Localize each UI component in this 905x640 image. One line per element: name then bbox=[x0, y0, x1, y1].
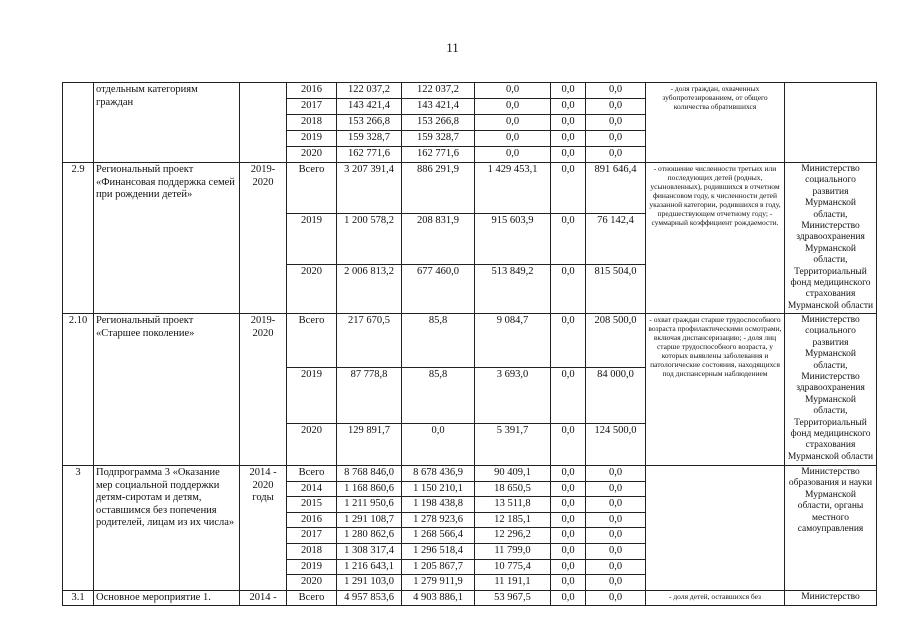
regional-budget-cell: 677 460,0 bbox=[402, 265, 475, 314]
total-cell: 2 006 813,2 bbox=[337, 265, 402, 314]
local-budget-cell: 0,0 bbox=[551, 99, 586, 115]
total-cell: 1 216 643,1 bbox=[337, 559, 402, 575]
total-cell: 1 211 950,6 bbox=[337, 497, 402, 513]
regional-budget-cell: 1 279 911,9 bbox=[402, 575, 475, 591]
other-sources-cell: 0,0 bbox=[586, 481, 646, 497]
executor-cell: Министерство социального развития Мурманской области, Министерство здравоохранения Мурманской области, Территориальный фонд медицинского страхования Мурманской области bbox=[785, 314, 877, 466]
year-cell: Всего bbox=[287, 314, 337, 368]
year-cell: 2020 bbox=[287, 265, 337, 314]
measure-name: Региональный проект «Старшее поколение» bbox=[94, 314, 240, 466]
federal-budget-cell: 53 967,5 bbox=[475, 590, 551, 606]
federal-budget-cell: 18 650,5 bbox=[475, 481, 551, 497]
federal-budget-cell: 12 296,2 bbox=[475, 528, 551, 544]
table-row bbox=[63, 590, 877, 606]
measure-name: отдельным категориям граждан bbox=[94, 83, 240, 163]
total-cell: 87 778,8 bbox=[337, 368, 402, 424]
year-cell: Всего bbox=[287, 466, 337, 482]
measure-name: Основное мероприятие 1. bbox=[94, 590, 240, 606]
total-cell: 3 207 391,4 bbox=[337, 163, 402, 214]
executor-cell bbox=[785, 83, 877, 163]
regional-budget-cell: 1 296 518,4 bbox=[402, 544, 475, 560]
year-cell: 2017 bbox=[287, 528, 337, 544]
regional-budget-cell: 159 328,7 bbox=[402, 131, 475, 147]
indicator-cell: - доля детей, оставшихся без bbox=[646, 590, 785, 606]
federal-budget-cell: 0,0 bbox=[475, 83, 551, 99]
year-cell: 2018 bbox=[287, 115, 337, 131]
total-cell: 162 771,6 bbox=[337, 147, 402, 163]
row-number bbox=[63, 83, 94, 163]
other-sources-cell: 0,0 bbox=[586, 544, 646, 560]
regional-budget-cell: 8 678 436,9 bbox=[402, 466, 475, 482]
federal-budget-cell: 915 603,9 bbox=[475, 214, 551, 265]
year-cell: 2014 bbox=[287, 481, 337, 497]
regional-budget-cell: 85,8 bbox=[402, 368, 475, 424]
federal-budget-cell: 5 391,7 bbox=[475, 424, 551, 466]
other-sources-cell: 0,0 bbox=[586, 99, 646, 115]
total-cell: 1 291 108,7 bbox=[337, 512, 402, 528]
total-cell: 217 670,5 bbox=[337, 314, 402, 368]
federal-budget-cell: 9 084,7 bbox=[475, 314, 551, 368]
other-sources-cell: 0,0 bbox=[586, 131, 646, 147]
year-cell: Всего bbox=[287, 163, 337, 214]
regional-budget-cell: 1 278 923,6 bbox=[402, 512, 475, 528]
period: 2019-2020 bbox=[240, 314, 287, 466]
row-number: 2.10 bbox=[63, 314, 94, 466]
other-sources-cell: 208 500,0 bbox=[586, 314, 646, 368]
indicator-cell bbox=[646, 466, 785, 591]
other-sources-cell: 0,0 bbox=[586, 590, 646, 606]
regional-budget-cell: 85,8 bbox=[402, 314, 475, 368]
regional-budget-cell: 153 266,8 bbox=[402, 115, 475, 131]
federal-budget-cell: 0,0 bbox=[475, 131, 551, 147]
other-sources-cell: 0,0 bbox=[586, 575, 646, 591]
local-budget-cell: 0,0 bbox=[551, 214, 586, 265]
measure-name: Региональный проект «Финансовая поддержка семей при рождении детей» bbox=[94, 163, 240, 314]
local-budget-cell: 0,0 bbox=[551, 115, 586, 131]
year-cell: 2016 bbox=[287, 83, 337, 99]
local-budget-cell: 0,0 bbox=[551, 466, 586, 482]
total-cell: 1 291 103,0 bbox=[337, 575, 402, 591]
other-sources-cell: 76 142,4 bbox=[586, 214, 646, 265]
total-cell: 153 266,8 bbox=[337, 115, 402, 131]
table-row bbox=[63, 83, 877, 99]
total-cell: 4 957 853,6 bbox=[337, 590, 402, 606]
federal-budget-cell: 0,0 bbox=[475, 147, 551, 163]
federal-budget-cell: 13 511,8 bbox=[475, 497, 551, 513]
other-sources-cell: 0,0 bbox=[586, 466, 646, 482]
total-cell: 1 308 317,4 bbox=[337, 544, 402, 560]
other-sources-cell: 815 504,0 bbox=[586, 265, 646, 314]
federal-budget-cell: 0,0 bbox=[475, 115, 551, 131]
total-cell: 129 891,7 bbox=[337, 424, 402, 466]
indicator-cell: - отношение численности третьих или последующих детей (родных, усыновленных), родившихся в отчетном финансовом году, к численности детей указанной категории, родившихся в году, предшествующем отчетному году; - суммарный коэффициент рождаемости. bbox=[646, 163, 785, 314]
local-budget-cell: 0,0 bbox=[551, 512, 586, 528]
other-sources-cell: 0,0 bbox=[586, 147, 646, 163]
executor-cell: Министерство bbox=[785, 590, 877, 606]
period: 2019-2020 bbox=[240, 163, 287, 314]
period: 2014 - bbox=[240, 590, 287, 606]
federal-budget-cell: 0,0 bbox=[475, 99, 551, 115]
local-budget-cell: 0,0 bbox=[551, 424, 586, 466]
year-cell: 2019 bbox=[287, 131, 337, 147]
local-budget-cell: 0,0 bbox=[551, 368, 586, 424]
table-row bbox=[63, 163, 877, 214]
local-budget-cell: 0,0 bbox=[551, 131, 586, 147]
federal-budget-cell: 12 185,1 bbox=[475, 512, 551, 528]
total-cell: 159 328,7 bbox=[337, 131, 402, 147]
local-budget-cell: 0,0 bbox=[551, 83, 586, 99]
other-sources-cell: 0,0 bbox=[586, 528, 646, 544]
local-budget-cell: 0,0 bbox=[551, 314, 586, 368]
table-row bbox=[63, 314, 877, 368]
federal-budget-cell: 10 775,4 bbox=[475, 559, 551, 575]
year-cell: 2019 bbox=[287, 214, 337, 265]
year-cell: 2017 bbox=[287, 99, 337, 115]
period: 2014 - 2020 годы bbox=[240, 466, 287, 591]
other-sources-cell: 0,0 bbox=[586, 497, 646, 513]
row-number: 3.1 bbox=[63, 590, 94, 606]
federal-budget-cell: 90 409,1 bbox=[475, 466, 551, 482]
local-budget-cell: 0,0 bbox=[551, 163, 586, 214]
federal-budget-cell: 11 191,1 bbox=[475, 575, 551, 591]
regional-budget-cell: 162 771,6 bbox=[402, 147, 475, 163]
indicator-cell: - доля граждан, охваченных зубопротезированием, от общего количества обратившихся bbox=[646, 83, 785, 163]
total-cell: 122 037,2 bbox=[337, 83, 402, 99]
other-sources-cell: 0,0 bbox=[586, 559, 646, 575]
regional-budget-cell: 886 291,9 bbox=[402, 163, 475, 214]
year-cell: 2018 bbox=[287, 544, 337, 560]
year-cell: 2020 bbox=[287, 575, 337, 591]
indicator-cell: - охват граждан старше трудоспособного возраста профилактическими осмотрами, включая диспансеризацию; - доля лиц старше трудоспособного возраста, у которых выявлены заболевания и патологические состояния, находящихся под диспансерным наблюдением bbox=[646, 314, 785, 466]
measure-name: Подпрограмма 3 «Оказание мер социальной поддержки детям-сиротам и детям, оставшимся без попечения родителей, лицам из их числа» bbox=[94, 466, 240, 591]
total-cell: 1 280 862,6 bbox=[337, 528, 402, 544]
local-budget-cell: 0,0 bbox=[551, 590, 586, 606]
regional-budget-cell: 208 831,9 bbox=[402, 214, 475, 265]
executor-cell: Министерство образования и науки Мурманской области, органы местного самоуправления bbox=[785, 466, 877, 591]
other-sources-cell: 124 500,0 bbox=[586, 424, 646, 466]
year-cell: Всего bbox=[287, 590, 337, 606]
budget-table bbox=[62, 82, 877, 606]
row-number: 2.9 bbox=[63, 163, 94, 314]
total-cell: 1 200 578,2 bbox=[337, 214, 402, 265]
local-budget-cell: 0,0 bbox=[551, 559, 586, 575]
local-budget-cell: 0,0 bbox=[551, 265, 586, 314]
regional-budget-cell: 1 205 867,7 bbox=[402, 559, 475, 575]
year-cell: 2016 bbox=[287, 512, 337, 528]
table-row bbox=[63, 466, 877, 482]
local-budget-cell: 0,0 bbox=[551, 481, 586, 497]
year-cell: 2019 bbox=[287, 559, 337, 575]
regional-budget-cell: 1 268 566,4 bbox=[402, 528, 475, 544]
federal-budget-cell: 11 799,0 bbox=[475, 544, 551, 560]
other-sources-cell: 0,0 bbox=[586, 512, 646, 528]
other-sources-cell: 891 646,4 bbox=[586, 163, 646, 214]
total-cell: 8 768 846,0 bbox=[337, 466, 402, 482]
total-cell: 143 421,4 bbox=[337, 99, 402, 115]
regional-budget-cell: 122 037,2 bbox=[402, 83, 475, 99]
period bbox=[240, 83, 287, 163]
local-budget-cell: 0,0 bbox=[551, 575, 586, 591]
other-sources-cell: 0,0 bbox=[586, 115, 646, 131]
other-sources-cell: 84 000,0 bbox=[586, 368, 646, 424]
year-cell: 2020 bbox=[287, 424, 337, 466]
page-number: 11 bbox=[446, 40, 459, 55]
regional-budget-cell: 143 421,4 bbox=[402, 99, 475, 115]
federal-budget-cell: 1 429 453,1 bbox=[475, 163, 551, 214]
local-budget-cell: 0,0 bbox=[551, 497, 586, 513]
row-number: 3 bbox=[63, 466, 94, 591]
year-cell: 2019 bbox=[287, 368, 337, 424]
total-cell: 1 168 860,6 bbox=[337, 481, 402, 497]
year-cell: 2015 bbox=[287, 497, 337, 513]
regional-budget-cell: 4 903 886,1 bbox=[402, 590, 475, 606]
regional-budget-cell: 0,0 bbox=[402, 424, 475, 466]
local-budget-cell: 0,0 bbox=[551, 544, 586, 560]
federal-budget-cell: 3 693,0 bbox=[475, 368, 551, 424]
regional-budget-cell: 1 198 438,8 bbox=[402, 497, 475, 513]
year-cell: 2020 bbox=[287, 147, 337, 163]
local-budget-cell: 0,0 bbox=[551, 528, 586, 544]
federal-budget-cell: 513 849,2 bbox=[475, 265, 551, 314]
other-sources-cell: 0,0 bbox=[586, 83, 646, 99]
local-budget-cell: 0,0 bbox=[551, 147, 586, 163]
executor-cell: Министерство социального развития Мурманской области, Министерство здравоохранения Мурманской области, Территориальный фонд медицинского страхования Мурманской области bbox=[785, 163, 877, 314]
regional-budget-cell: 1 150 210,1 bbox=[402, 481, 475, 497]
